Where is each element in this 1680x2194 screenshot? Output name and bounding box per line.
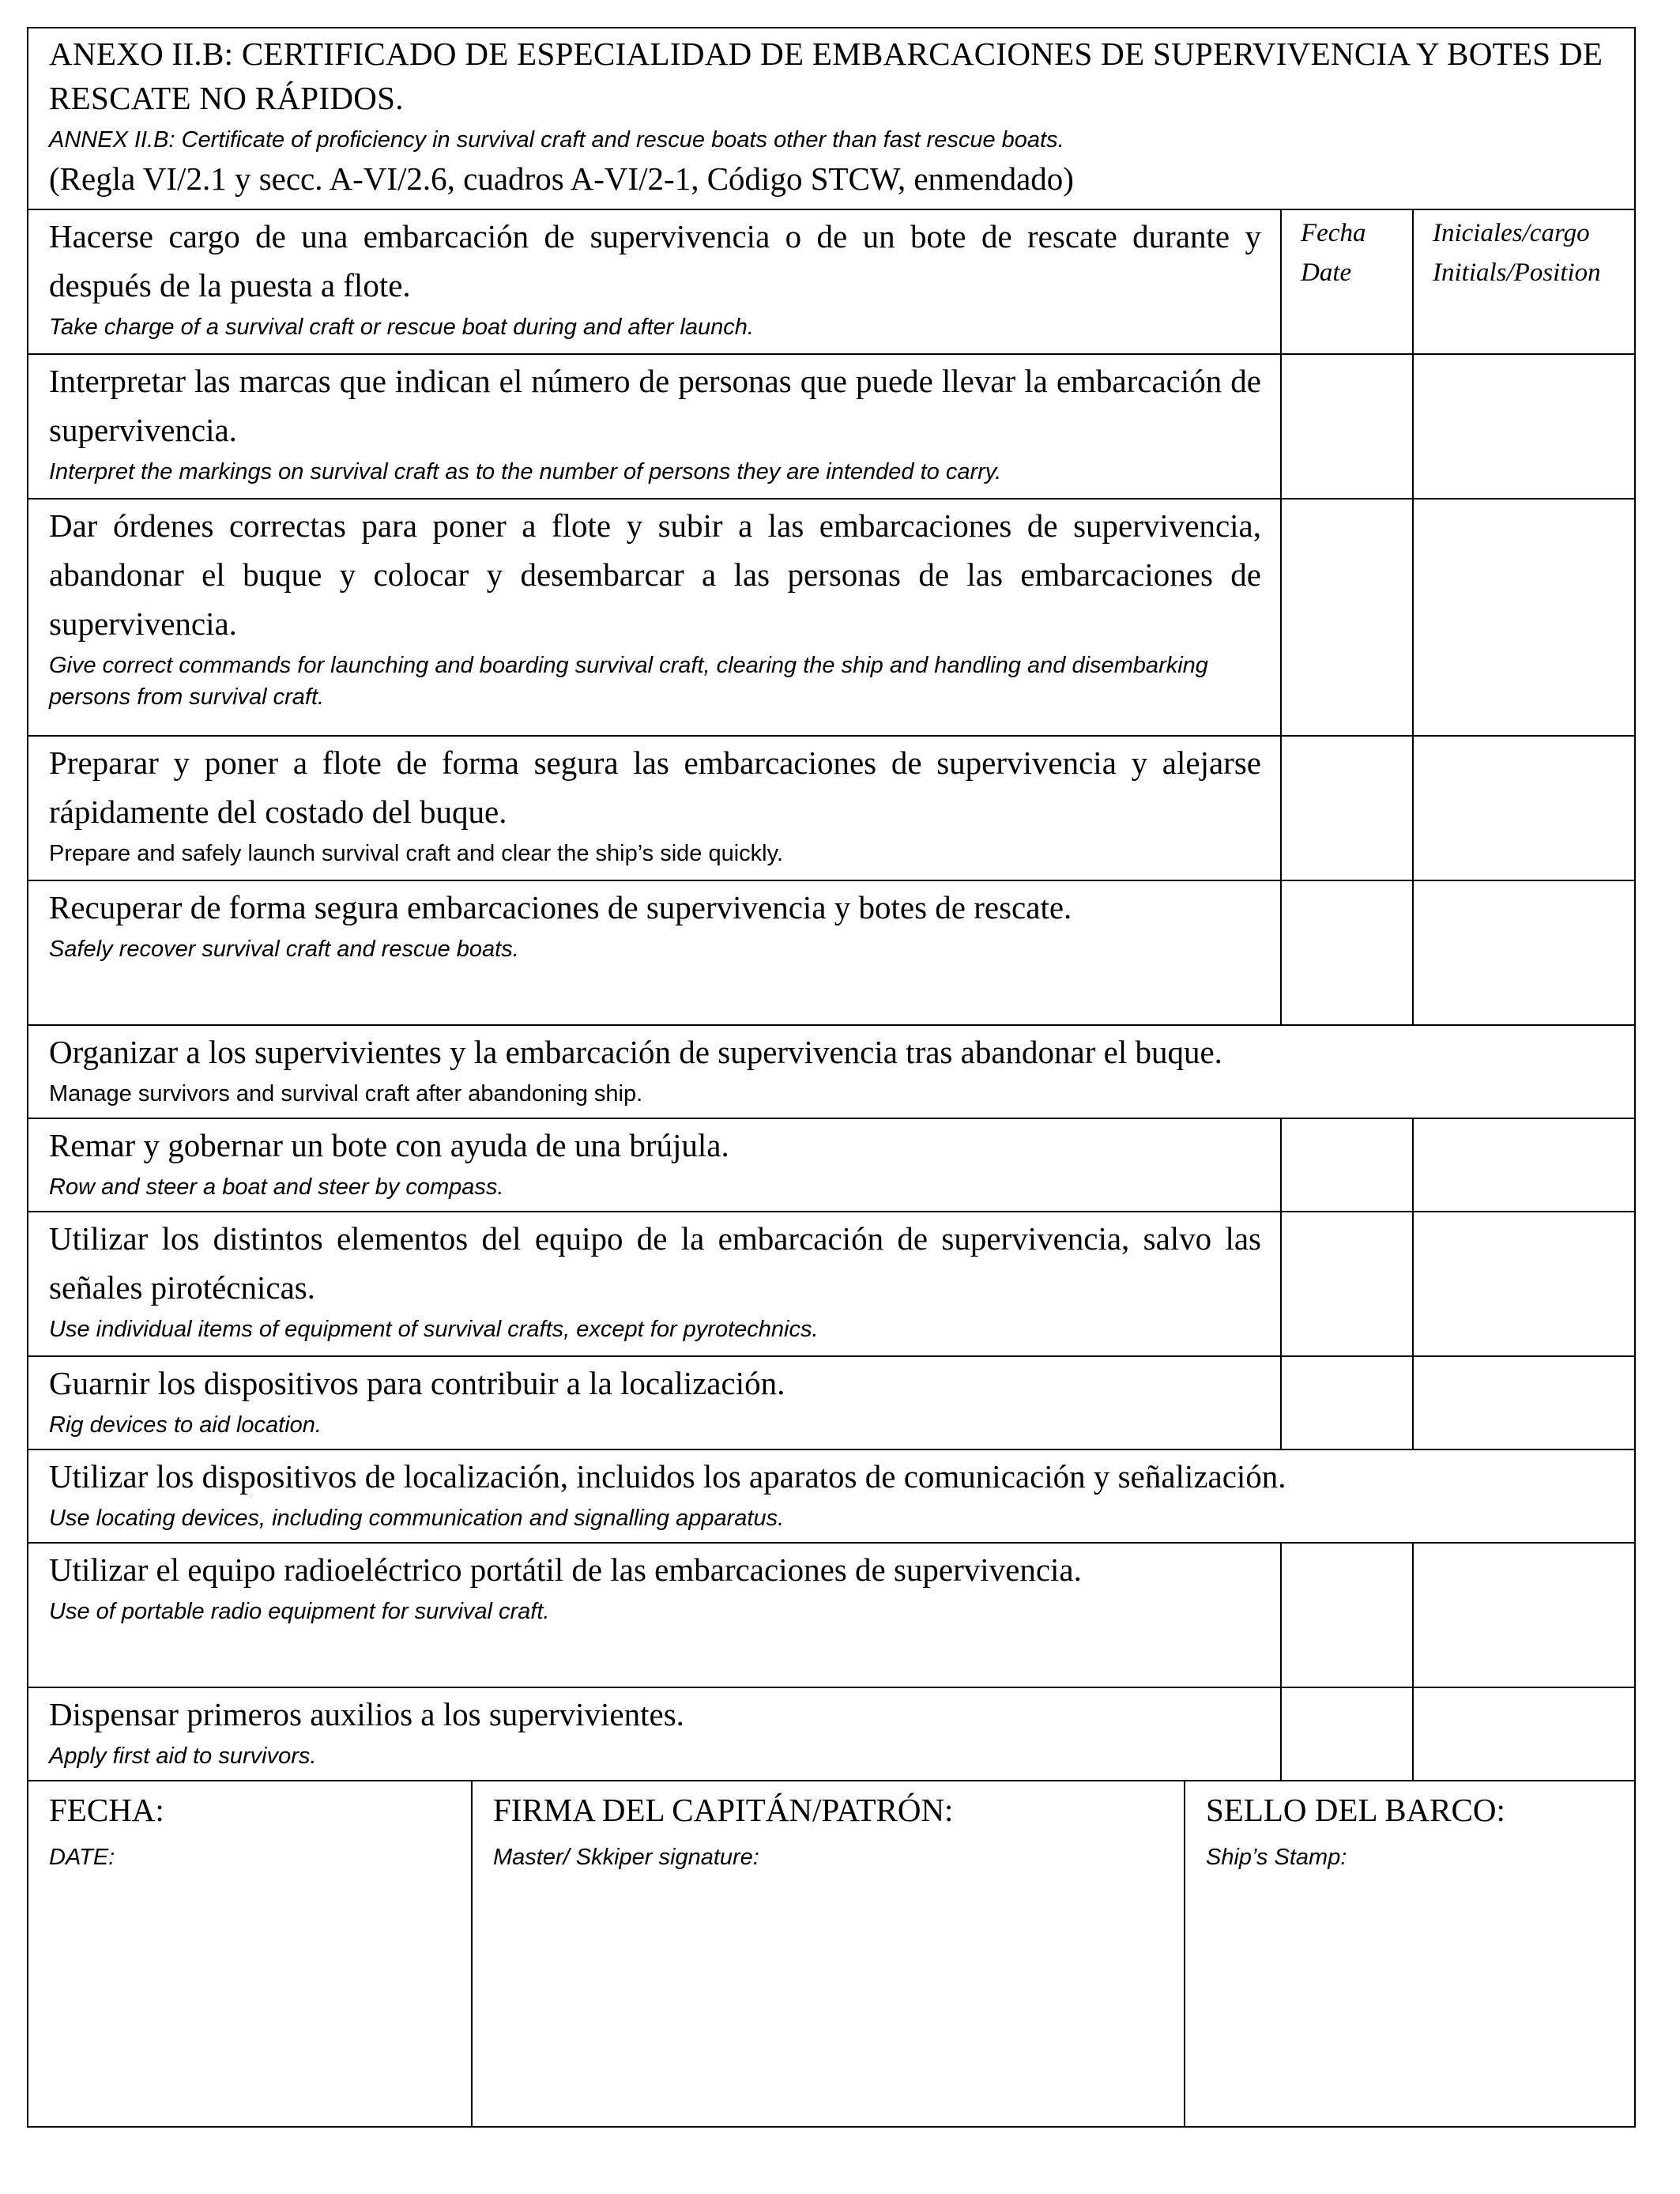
task-row xyxy=(28,1212,1634,1357)
task-text-es: Utilizar el equipo radioeléctrico portátil de las embarcaciones de supervivencia. xyxy=(49,1551,1082,1588)
task-description xyxy=(28,881,1280,1024)
stamp-label: SELLO DEL BARCO: xyxy=(1206,1792,1505,1828)
task-row xyxy=(28,737,1634,881)
task-text-en: Give correct commands for launching and boarding survival craft, clearing the ship and handling and disembarking persons from survival craft. xyxy=(49,653,1208,710)
date-field[interactable] xyxy=(1280,1119,1412,1211)
task-description xyxy=(28,1544,1280,1687)
task-text-en: Safely recover survival craft and rescue boats. xyxy=(49,937,519,962)
date-field[interactable] xyxy=(1280,355,1412,498)
stamp-label-en: Ship’s Stamp: xyxy=(1206,1845,1347,1870)
task-text-es: Interpretar las marcas que indican el número de personas que puede llevar la embarcación de supervivencia. xyxy=(49,363,1261,448)
task-row xyxy=(28,1357,1634,1450)
task-row xyxy=(28,1119,1634,1212)
task-text-es: Remar y gobernar un bote con ayuda de una brújula. xyxy=(49,1127,729,1163)
date-field[interactable] xyxy=(1280,499,1412,735)
task-text-es: Utilizar los dispositivos de localización, incluidos los aparatos de comunicación y señalización. xyxy=(49,1458,1286,1495)
certificate-table xyxy=(27,27,1636,2128)
task-row xyxy=(28,1544,1634,1688)
initials-field[interactable] xyxy=(1412,499,1634,735)
signature-footer xyxy=(28,1781,1634,2126)
certificate-subtitle: ANNEX II.B: Certificate of proficiency in survival craft and rescue boats other than fast rescue boats. xyxy=(49,127,1064,153)
task-text-en: Rig devices to aid location. xyxy=(49,1412,322,1438)
task-description xyxy=(28,737,1280,880)
date-field[interactable] xyxy=(1280,1688,1412,1780)
initials-field[interactable] xyxy=(1412,1119,1634,1211)
task-description xyxy=(28,1212,1280,1355)
initials-field[interactable] xyxy=(1412,1688,1634,1780)
initials-field[interactable] xyxy=(1412,881,1634,1024)
task-text-en: Take charge of a survival craft or rescue boat during and after launch. xyxy=(49,315,754,340)
date-field[interactable] xyxy=(1280,1544,1412,1687)
task-text-en: Row and steer a boat and steer by compass. xyxy=(49,1174,504,1200)
task-description xyxy=(28,355,1280,498)
task-text-en: Manage survivors and survival craft after abandoning ship. xyxy=(49,1081,643,1106)
date-column-header xyxy=(1280,210,1412,353)
certificate-header xyxy=(28,28,1634,210)
date-label-es: Fecha xyxy=(1301,219,1366,247)
task-row xyxy=(28,1450,1634,1544)
task-description xyxy=(28,1119,1280,1211)
task-text-es: Guarnir los dispositivos para contribuir a la localización. xyxy=(49,1365,785,1401)
task-description xyxy=(28,1688,1280,1780)
signature-label: FIRMA DEL CAPITÁN/PATRÓN: xyxy=(493,1792,954,1828)
task-text-en: Prepare and safely launch survival craft and clear the ship’s side quickly. xyxy=(49,841,784,866)
task-row xyxy=(28,210,1634,355)
task-text-en: Use individual items of equipment of survival crafts, except for pyrotechnics. xyxy=(49,1317,819,1342)
task-text-es: Recuperar de forma segura embarcaciones de supervivencia y botes de rescate. xyxy=(49,889,1072,925)
task-text-es: Organizar a los supervivientes y la embarcación de supervivencia tras abandonar el buque. xyxy=(49,1034,1222,1070)
task-text-es: Hacerse cargo de una embarcación de supervivencia o de un bote de rescate durante y después de la puesta a flote. xyxy=(49,218,1261,303)
task-text-es: Dar órdenes correctas para poner a flote y subir a las embarcaciones de supervivencia, abandonar el buque y colocar y desembarcar a las personas de las embarcaciones de supervivencia. xyxy=(49,507,1261,642)
initials-label-es: Iniciales/cargo xyxy=(1433,219,1590,247)
captain-signature-field[interactable] xyxy=(471,1781,1184,2126)
certificate-title: ANEXO II.B: CERTIFICADO DE ESPECIALIDAD DE EMBARCACIONES DE SUPERVIVENCIA Y BOTES DE RESCATE NO RÁPIDOS. xyxy=(49,36,1603,116)
task-text-en: Use locating devices, including communication and signalling apparatus. xyxy=(49,1506,785,1531)
initials-column-header xyxy=(1412,210,1634,353)
date-field[interactable] xyxy=(1280,1212,1412,1355)
date-field[interactable] xyxy=(1280,881,1412,1024)
task-text-en: Apply first aid to survivors. xyxy=(49,1744,317,1769)
date-field[interactable] xyxy=(1280,737,1412,880)
footer-date-label: FECHA: xyxy=(49,1792,164,1828)
task-description xyxy=(28,499,1280,735)
regulation-reference: (Regla VI/2.1 y secc. A-VI/2.6, cuadros A-VI/2-1, Código STCW, enmendado) xyxy=(49,160,1074,197)
task-row xyxy=(28,1688,1634,1781)
task-row xyxy=(28,355,1634,499)
signature-label-en: Master/ Skkiper signature: xyxy=(493,1845,759,1870)
initials-field[interactable] xyxy=(1412,1357,1634,1449)
task-text-es: Dispensar primeros auxilios a los supervivientes. xyxy=(49,1696,684,1732)
date-label-en: Date xyxy=(1301,258,1352,287)
ship-stamp-field[interactable] xyxy=(1184,1781,1634,2126)
task-text-es: Preparar y poner a flote de forma segura las embarcaciones de supervivencia y alejarse rápidamente del costado del buque. xyxy=(49,745,1261,830)
initials-field[interactable] xyxy=(1412,1544,1634,1687)
task-row xyxy=(28,499,1634,737)
task-row xyxy=(28,1026,1634,1119)
initials-label-en: Initials/Position xyxy=(1433,258,1601,287)
task-description xyxy=(28,1450,1634,1542)
initials-field[interactable] xyxy=(1412,355,1634,498)
footer-date-label-en: DATE: xyxy=(49,1845,115,1870)
initials-field[interactable] xyxy=(1412,737,1634,880)
task-text-en: Interpret the markings on survival craft as to the number of persons they are intended to carry. xyxy=(49,459,1002,484)
initials-field[interactable] xyxy=(1412,1212,1634,1355)
task-text-en: Use of portable radio equipment for survival craft. xyxy=(49,1599,550,1624)
task-text-es: Utilizar los distintos elementos del equipo de la embarcación de supervivencia, salvo las señales pirotécnicas. xyxy=(49,1220,1261,1306)
date-field[interactable] xyxy=(1280,1357,1412,1449)
task-description xyxy=(28,210,1280,353)
task-row xyxy=(28,881,1634,1026)
footer-date-field[interactable] xyxy=(28,1781,471,2126)
task-description xyxy=(28,1026,1634,1118)
task-description xyxy=(28,1357,1280,1449)
